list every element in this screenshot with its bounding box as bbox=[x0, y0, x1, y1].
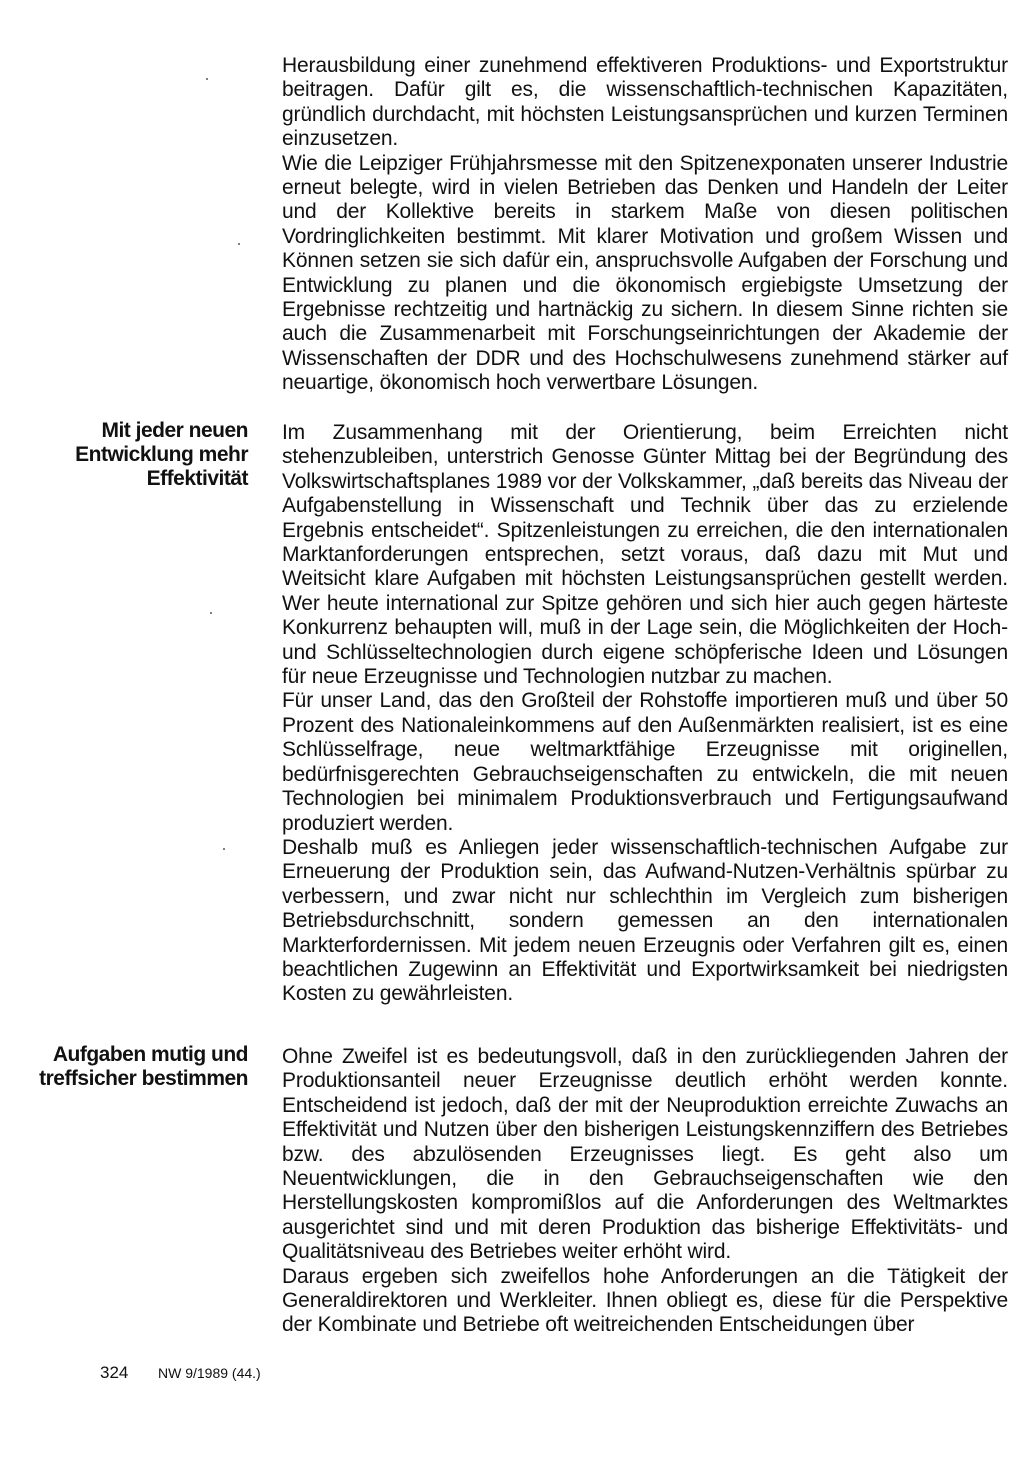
paragraph-4: Für unser Land, das den Großteil der Rohstoffe importieren muß und über 50 Prozent des Nationaleinkommens auf den Außenmärkten realisiert, ist es eine Schlüsselfrage, neue weltmarktfähige Erzeugnisse mit originellen, bedürfnisgerechten Gebrauchseigenschaften zu entwickeln, die mit neuen Technologien bei minimalem Produktionsverbrauch und Fertigungsaufwand produziert werden. bbox=[282, 689, 1008, 835]
page-number: 324 bbox=[100, 1363, 129, 1382]
paragraph-3: Im Zusammenhang mit der Orientierung, beim Erreichten nicht stehenzubleiben, unterstrich Genosse Günter Mittag bei der Begründung des Volkswirtschaftsplanes 1989 vor der Volkskammer, „daß bereits das Niveau der Aufgabenstellung in Wissenschaft und Technik über das zu erzielende Ergebnis entscheidet“. Spitzenleistungen zu erreichen, die den internationalen Marktanforderungen entsprechen, setzt voraus, daß dazu mit Mut und Weitsicht klare Aufgaben mit höchsten Leistungsansprüchen gestellt werden. Wer heute international zur Spitze gehören und sich hier auch gegen härteste Konkurrenz behaupten will, muß in der Lage sein, die Möglichkeiten der Hoch- und Schlüsseltechnologien durch eigene schöpferische Ideen und Lösungen für neue Erzeugnisse und Technologien nutzbar zu machen. bbox=[282, 421, 1008, 689]
margin-heading-effektivitaet: Mit jeder neuen Entwicklung mehr Effektivität bbox=[75, 419, 248, 490]
paragraph-5: Deshalb muß es Anliegen jeder wissenschaftlich-technischen Aufgabe zur Erneuerung der Produktion sein, das Aufwand-Nutzen-Verhältnis spürbar zu verbessern, und zwar nicht nur schlechthin im Vergleich zum bisherigen Betriebsdurchschnitt, sondern gemessen an den internationalen Markterfordernissen. Mit jedem neuen Erzeugnis oder Verfahren gilt es, einen beachtlichen Zugewinn an Effektivität und Exportwirksamkeit bei niedrigsten Kosten zu gewährleisten. bbox=[282, 835, 1008, 1006]
margin-heading-aufgaben: Aufgaben mutig und treffsicher bestimmen bbox=[39, 1043, 248, 1090]
paragraph-2: Wie die Leipziger Frühjahrsmesse mit den Spitzenexponaten unserer Industrie erneut belegte, wird in vielen Betrieben das Denken und Handeln der Leiter und der Kollektive bereits in starkem Maße von diesen politischen Vordringlichkeiten bestimmt. Mit klarer Motivation und großem Wissen und Können setzen sie sich dafür ein, anspruchsvolle Aufgaben der Forschung und Entwicklung zu planen und die ökonomisch ergiebigste Umsetzung der Ergebnisse rechtzeitig und hartnäckig zu sichern. In diesem Sinne richten sie auch die Zusammenarbeit mit Forschungseinrichtungen der Akademie der Wissenschaften der DDR und des Hochschulwesens zunehmend stärker auf neuartige, ökonomisch hoch verwertbare Lösungen. bbox=[282, 151, 1008, 395]
text-block-1 bbox=[282, 54, 1008, 396]
paragraph-1: Herausbildung einer zunehmend effektiveren Produktions- und Exportstruktur beitragen. Dafür gilt es, die wissenschaftlich-technischen Kapazitäten, gründlich durchdacht, mit höchsten Leistungsansprüchen und kurzen Terminen einzusetzen. bbox=[282, 54, 1008, 151]
scan-speck bbox=[238, 243, 240, 245]
paragraph-7: Daraus ergeben sich zweifellos hohe Anforderungen an die Tätigkeit der Generaldirektoren und Werkleiter. Ihnen obliegt es, diese für die Perspektive der Kombinate und Betriebe oft weitreichenden Entscheidungen über bbox=[282, 1264, 1008, 1337]
scan-speck bbox=[210, 612, 212, 614]
paragraph-6: Ohne Zweifel ist es bedeutungsvoll, daß in den zurückliegenden Jahren der Produktionsanteil neuer Erzeugnisse deutlich erhöht werden konnte. Entscheidend ist jedoch, daß der mit der Neuproduktion erreichte Zuwachs an Effektivität und Nutzen über den bisherigen Leistungskennziffern des Betriebes bzw. des abzulösenden Erzeugnisses liegt. Es geht also um Neuentwicklungen, die in den Gebrauchseigenschaften wie den Herstellungskosten kompromißlos auf die Anforderungen des Weltmarktes ausgerichtet sind und mit deren Produktion das bisherige Effektivitäts- und Qualitätsniveau des Betriebes weiter erhöht wird. bbox=[282, 1045, 1008, 1264]
text-block-3 bbox=[282, 1045, 1008, 1338]
issue-reference: NW 9/1989 (44.) bbox=[158, 1365, 261, 1381]
scan-speck bbox=[206, 78, 208, 80]
scan-speck bbox=[223, 848, 225, 850]
text-block-2 bbox=[282, 421, 1008, 1007]
